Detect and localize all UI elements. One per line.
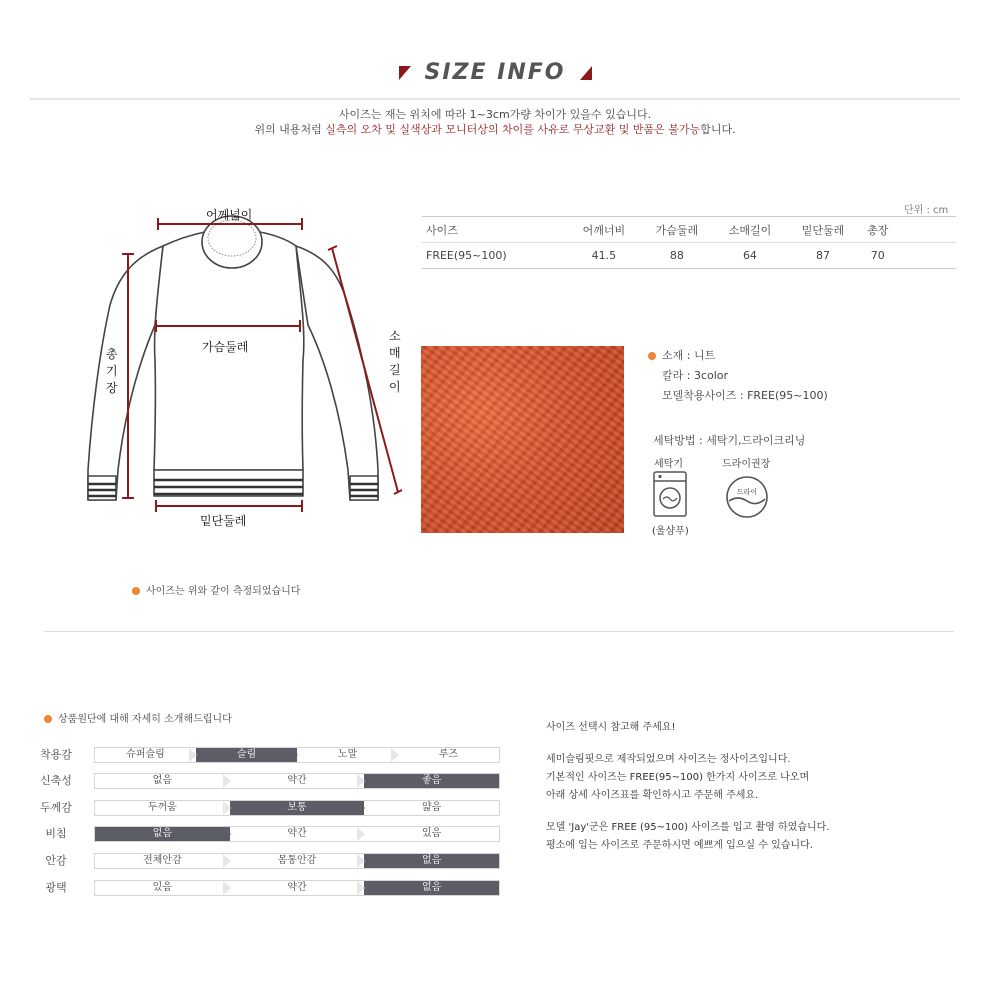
chevron-right-icon bbox=[357, 854, 365, 868]
fabric-title-text: 상품원단에 대해 자세히 소개해드립니다 bbox=[58, 714, 232, 725]
fabric-scale-bar bbox=[94, 853, 500, 869]
fabric-scale-bar bbox=[94, 880, 500, 896]
chevron-right-icon bbox=[223, 801, 231, 815]
size-table bbox=[422, 216, 956, 269]
washer-label: 세탁기 bbox=[654, 459, 683, 470]
total-length-label: 총기장 bbox=[106, 347, 118, 395]
size-header-cell: 어깨너비 bbox=[567, 217, 640, 243]
fabric-scale-option bbox=[95, 854, 230, 868]
dry-clean-label: 드라이권장 bbox=[722, 459, 771, 470]
page-title: SIZE INFO bbox=[424, 60, 566, 85]
notice-line-2-a: 위의 내용처럼 bbox=[254, 123, 326, 136]
measure-note-text: 사이즈는 위와 같이 측정되었습니다 bbox=[146, 586, 301, 597]
size-cell bbox=[896, 243, 956, 269]
fabric-scale-row bbox=[36, 825, 506, 843]
fabric-scale-option bbox=[95, 801, 230, 815]
fabric-scale-option-label: 약간 bbox=[287, 775, 307, 786]
chevron-right-icon bbox=[357, 801, 365, 815]
fabric-scale-label: 광택 bbox=[45, 881, 67, 894]
fabric-scale-option bbox=[196, 748, 297, 762]
fabric-scale-option-label: 얇음 bbox=[422, 802, 442, 813]
fabric-scale-option-label: 보통 bbox=[287, 802, 307, 813]
size-cell: 64 bbox=[713, 243, 786, 269]
bullet-dot-icon bbox=[44, 715, 52, 723]
fabric-scale-option-label: 없음 bbox=[152, 828, 172, 839]
fabric-scale-label: 안감 bbox=[45, 854, 67, 867]
chevron-right-icon bbox=[223, 854, 231, 868]
guide-paragraph: 세미슬림핏으로 제작되었으며 사이즈는 정사이즈입니다. bbox=[546, 754, 791, 765]
fabric-scale-option bbox=[230, 854, 365, 868]
fabric-scale-option-label: 좋음 bbox=[422, 775, 442, 786]
fabric-scale-option-label: 노말 bbox=[337, 749, 358, 760]
fabric-scale-option-label: 루즈 bbox=[438, 749, 459, 760]
hem-label: 밑단둘레 bbox=[200, 514, 247, 528]
fabric-scale-option-label: 약간 bbox=[287, 828, 307, 839]
fabric-scale-option bbox=[230, 827, 365, 841]
notice-line-2 bbox=[0, 122, 990, 137]
fabric-scale-bar bbox=[94, 800, 500, 816]
fabric-scale-option bbox=[364, 774, 499, 788]
fabric-scale-bar bbox=[94, 747, 500, 763]
fabric-section-title bbox=[44, 710, 232, 725]
table-row bbox=[422, 243, 956, 269]
shoulder-width-label: 어께넓이 bbox=[206, 208, 253, 222]
chevron-right-icon bbox=[189, 748, 197, 762]
fabric-scale-option-label: 몸통안감 bbox=[277, 855, 317, 866]
fabric-scale-option bbox=[297, 748, 398, 762]
fabric-scale-option bbox=[364, 801, 499, 815]
model-size-line: 모델착용사이즈 : FREE(95~100) bbox=[662, 389, 828, 402]
title-section bbox=[0, 60, 990, 85]
fabric-scale-option bbox=[364, 854, 499, 868]
fabric-scale-row bbox=[36, 879, 506, 897]
sleeve-length-label: 소매길이 bbox=[389, 329, 401, 394]
material-line bbox=[648, 346, 828, 366]
measure-note bbox=[132, 582, 300, 597]
fabric-scale-row bbox=[36, 799, 506, 817]
guide-paragraph: 기본적인 사이즈는 FREE(95~100) 한가지 사이즈로 나오며 bbox=[546, 772, 810, 783]
fabric-scale-option bbox=[230, 801, 365, 815]
title-left-triangle-icon bbox=[399, 66, 411, 80]
chest-label: 가슴둘레 bbox=[202, 340, 249, 354]
fabric-scale-bar bbox=[94, 826, 500, 842]
chevron-right-icon bbox=[223, 827, 231, 841]
bullet-dot-icon bbox=[648, 352, 656, 360]
fabric-scale-option-label: 두꺼움 bbox=[147, 802, 177, 813]
size-cell: 87 bbox=[786, 243, 859, 269]
notice-line-2-c: 합니다. bbox=[700, 123, 736, 136]
bullet-dot-icon bbox=[132, 587, 140, 595]
fabric-scale-option bbox=[95, 748, 196, 762]
size-guide bbox=[546, 719, 829, 855]
wool-shampoo-label: (울샴푸) bbox=[652, 526, 689, 537]
size-cell: FREE(95~100) bbox=[422, 243, 567, 269]
fabric-scale-option-label: 있음 bbox=[152, 882, 172, 893]
notice-line-2-highlight: 실측의 오차 및 실색상과 모니터상의 차이를 사유로 무상교환 및 반품은 불가능 bbox=[325, 123, 701, 136]
chevron-right-icon bbox=[391, 748, 399, 762]
chevron-right-icon bbox=[290, 748, 298, 762]
size-header-cell: 밑단둘레 bbox=[786, 217, 859, 243]
washing-machine-icon bbox=[653, 471, 687, 517]
wash-method: 세탁방법 : 세탁기,드라이크리닝 bbox=[653, 434, 806, 447]
fabric-scale-row bbox=[36, 772, 506, 790]
fabric-scale-label: 신축성 bbox=[40, 774, 72, 787]
fabric-scale-option bbox=[95, 881, 230, 895]
fabric-scale-option-label: 없음 bbox=[422, 882, 442, 893]
sweater-diagram bbox=[70, 200, 420, 540]
fabric-scale-option-label: 없음 bbox=[422, 855, 442, 866]
sweater-outline-illustration bbox=[70, 200, 420, 540]
guide-paragraph: 평소에 입는 사이즈로 주문하시면 예쁘게 입으실 수 있습니다. bbox=[546, 840, 813, 851]
chevron-right-icon bbox=[357, 827, 365, 841]
fabric-scale-label: 비침 bbox=[45, 827, 67, 840]
title-divider bbox=[30, 98, 960, 100]
fabric-scale-option bbox=[398, 748, 499, 762]
size-cell: 70 bbox=[859, 243, 896, 269]
fabric-scale-option bbox=[95, 827, 230, 841]
fabric-scale-row bbox=[36, 852, 506, 870]
dry-icon-text: 드라이 bbox=[736, 488, 758, 496]
fabric-scale-row bbox=[36, 746, 506, 764]
fabric-scale-label: 착용감 bbox=[40, 748, 72, 761]
title-right-triangle-icon bbox=[580, 66, 592, 80]
chevron-right-icon bbox=[357, 774, 365, 788]
fabric-scale-option-label: 슈퍼슬림 bbox=[126, 749, 165, 760]
guide-paragraph: 아래 상세 사이즈표를 확인하시고 주문해 주세요. bbox=[546, 790, 759, 801]
chevron-right-icon bbox=[357, 881, 365, 895]
notice-line-1: 사이즈는 재는 위치에 따라 1~3cm가량 차이가 있을수 있습니다. bbox=[338, 108, 652, 121]
size-table-header bbox=[422, 217, 956, 243]
size-cell: 88 bbox=[640, 243, 713, 269]
size-header-cell: 소매길이 bbox=[713, 217, 786, 243]
material-text: 소재 : 니트 bbox=[662, 349, 716, 362]
fabric-swatch-image bbox=[421, 346, 624, 533]
guide-paragraph: 모델 'Jay'군은 FREE (95~100) 사이즈를 입고 촬영 하였습니다. bbox=[546, 822, 830, 833]
fabric-scale-option bbox=[230, 774, 365, 788]
fabric-scale-option-label: 없음 bbox=[152, 775, 172, 786]
dry-clean-icon bbox=[724, 475, 770, 519]
fabric-scale-option bbox=[364, 827, 499, 841]
fabric-scale-option bbox=[364, 881, 499, 895]
title bbox=[399, 60, 592, 85]
color-line: 칼라 : 3color bbox=[662, 369, 729, 382]
section-divider bbox=[44, 631, 954, 632]
size-cell: 41.5 bbox=[567, 243, 640, 269]
fabric-scale-option-label: 약간 bbox=[287, 882, 307, 893]
guide-title: 사이즈 선택시 참고해 주세요! bbox=[546, 722, 676, 733]
chevron-right-icon bbox=[223, 881, 231, 895]
fabric-scale-option-label: 전체안감 bbox=[143, 855, 182, 866]
fabric-scale-option bbox=[95, 774, 230, 788]
size-header-cell: 총장 bbox=[859, 217, 896, 243]
size-header-cell: 가슴둘레 bbox=[640, 217, 713, 243]
size-unit: 단위 : cm bbox=[904, 205, 949, 216]
fabric-scale-option-label: 있음 bbox=[422, 828, 442, 839]
fabric-scale-option bbox=[230, 881, 365, 895]
fabric-scale-option-label: 슬림 bbox=[236, 749, 257, 760]
chevron-right-icon bbox=[223, 774, 231, 788]
size-notice bbox=[0, 107, 990, 137]
fabric-scale-bar bbox=[94, 773, 500, 789]
fabric-scale-label: 두께감 bbox=[40, 801, 72, 814]
size-header-cell: 사이즈 bbox=[422, 217, 567, 243]
size-header-cell bbox=[896, 217, 956, 243]
product-info bbox=[648, 346, 828, 406]
